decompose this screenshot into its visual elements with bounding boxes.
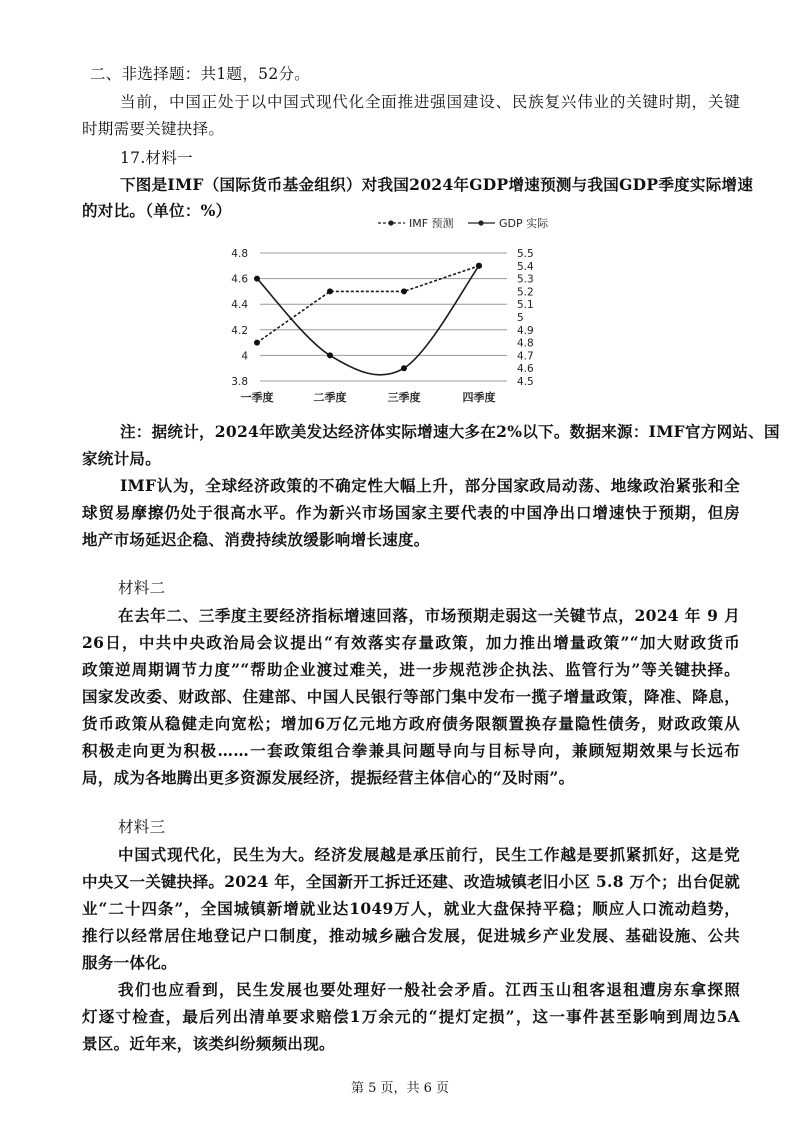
material1-note-line-1: 注：据统计，2024年欧美发达经济体实际增速大多在2%以下。数据来源：IMF官方网站、国 xyxy=(120,422,780,441)
material2-line-2: 26日，中共中央政治局会议提出“有效落实存量政策，加力推出增量政策”“加大财政货币 xyxy=(82,633,740,652)
material2-line-1: 在去年二、三季度主要经济指标增速回落，市场预期走弱这一关键节点，2024 年 9 月 xyxy=(118,606,740,625)
material2-line-3: 政策逆周期调节力度”“帮助企业渡过难关，进一步规范涉企执法、监管行为”等关键抉择。 xyxy=(82,660,740,679)
material2-line-5: 货币政策从稳健走向宽松；增加6万亿元地方政府债务限额置换存量隐性债务，财政政策从 xyxy=(82,714,740,733)
material2-line-4: 国家发改委、财政部、住建部、中国人民银行等部门集中发布一揽子增量政策，降准、降息， xyxy=(82,687,740,706)
x-category-label: 二季度 xyxy=(313,391,347,403)
right-tick-label: 5 xyxy=(517,312,524,324)
right-tick-label: 4.6 xyxy=(517,363,534,376)
legend-gdp-marker xyxy=(478,220,483,225)
material3-line-7: 灯逐寸检查，最后列出清单要求赔偿1万余元的“提灯定损”，这一事件甚至影响到周边5A xyxy=(82,1007,740,1026)
gdp-actual-line xyxy=(257,266,479,375)
left-tick-label: 4.6 xyxy=(231,273,248,286)
x-category-label: 三季度 xyxy=(387,391,421,403)
x-category-label: 一季度 xyxy=(240,391,274,403)
gdp-line-chart xyxy=(185,208,555,403)
material3-line-5: 服务一体化。 xyxy=(82,953,177,972)
material1-para-line-1: IMF认为，全球经济政策的不确定性大幅上升，部分国家政局动荡、地缘政治紧张和全 xyxy=(120,476,740,495)
section-heading: 二、非选择题：共1题，52分。 xyxy=(90,65,311,83)
legend-imf-marker xyxy=(388,220,393,225)
material1-para-line-3: 地产市场延迟企稳、消费持续放缓影响增长速度。 xyxy=(82,530,430,549)
material1-para-line-2: 球贸易摩擦仍处于很高水平。作为新兴市场国家主要代表的中国净出口增速快于预期，但房 xyxy=(82,503,740,522)
right-tick-label: 5.4 xyxy=(517,260,534,273)
material3-line-3: 业“二十四条”，全国城镇新增就业达1049万人，就业大盘保持平稳；顺应人口流动趋势， xyxy=(82,899,740,918)
gdp-actual-point xyxy=(401,365,407,371)
material3-line-8: 景区。近年来，该类纠纷频频出现。 xyxy=(82,1034,335,1053)
right-tick-label: 4.7 xyxy=(517,350,534,363)
material3-line-4: 推行以经常居住地登记户口制度，推动城乡融合发展，促进城乡产业发展、基础设施、公共 xyxy=(82,926,740,945)
question-desc-line-2: 的对比。（单位：%） xyxy=(82,201,232,220)
left-tick-label: 4.8 xyxy=(231,248,248,260)
right-tick-label: 4.8 xyxy=(517,337,534,350)
material2-line-6: 积极走向更为积极……一套政策组合拳兼具问题导向与目标导向，兼顾短期效果与长远布 xyxy=(82,741,740,760)
imf-forecast-point xyxy=(401,288,407,294)
intro-line-2: 时期需要关键抉择。 xyxy=(82,120,225,138)
material3-title: 材料三 xyxy=(118,818,166,836)
imf-forecast-point xyxy=(327,288,333,294)
left-tick-label: 4.2 xyxy=(231,324,248,337)
gdp-actual-point xyxy=(254,276,260,282)
x-category-label: 四季度 xyxy=(462,391,496,403)
material2-line-7: 局，成为各地腾出更多资源发展经济，提振经营主体信心的“及时雨”。 xyxy=(82,768,575,787)
legend-imf-label: IMF 预测 xyxy=(409,217,454,230)
left-tick-label: 4.4 xyxy=(231,299,248,312)
right-tick-label: 5.3 xyxy=(517,273,534,286)
material3-line-2: 中央又一关键抉择。2024 年，全国新开工拆迁还建、改造城镇老旧小区 5.8 万个；出台促就 xyxy=(82,872,741,891)
material3-line-1: 中国式现代化，民生为大。经济发展越是承压前行，民生工作越是要抓紧抓好，这是党 xyxy=(118,845,740,864)
legend-gdp-label: GDP 实际 xyxy=(499,217,549,230)
material3-line-6: 我们也应看到，民生发展也要处理好一般社会矛盾。江西玉山租客退租遭房东拿探照 xyxy=(118,980,740,999)
page-footer: 第 5 页，共 6 页 xyxy=(350,1081,450,1096)
imf-forecast-point xyxy=(254,340,260,346)
question-desc-line-1: 下图是IMF（国际货币基金组织）对我国2024年GDP增速预测与我国GDP季度实际增速 xyxy=(120,175,754,194)
right-tick-label: 4.9 xyxy=(517,324,534,337)
question-number: 17.材料一 xyxy=(120,149,193,167)
right-tick-label: 4.5 xyxy=(517,376,534,388)
right-tick-label: 5.1 xyxy=(517,299,534,312)
material2-title: 材料二 xyxy=(118,579,166,597)
left-tick-label: 4 xyxy=(241,350,248,363)
right-tick-label: 5.2 xyxy=(517,286,534,299)
gdp-actual-point xyxy=(476,263,482,269)
material1-note-line-2: 家统计局。 xyxy=(82,449,162,468)
chart-legend xyxy=(378,216,549,230)
left-tick-label: 3.8 xyxy=(231,376,248,388)
gdp-actual-point xyxy=(327,352,333,358)
right-tick-label: 5.5 xyxy=(517,248,534,260)
intro-line-1: 当前，中国正处于以中国式现代化全面推进强国建设、民族复兴伟业的关键时期，关键 xyxy=(120,93,740,111)
